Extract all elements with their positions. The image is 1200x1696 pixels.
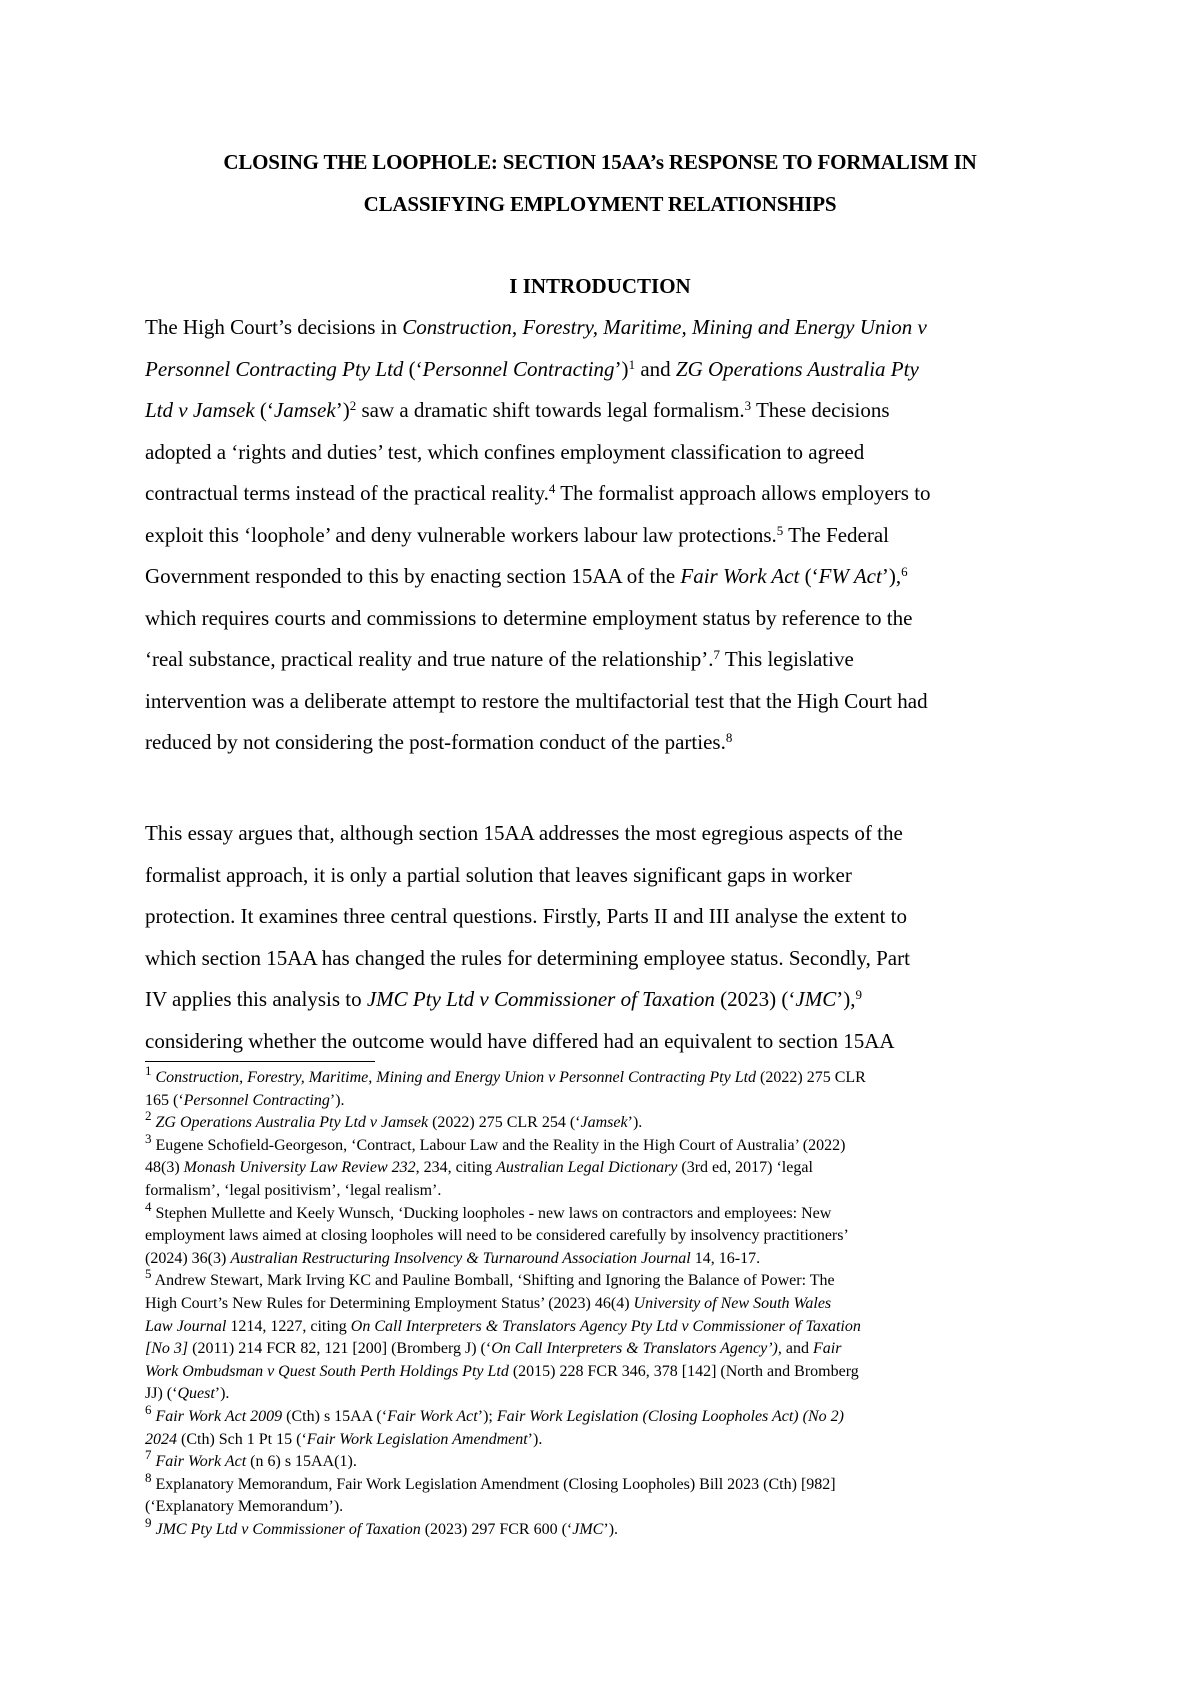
footnotes — [145, 1062, 1065, 1541]
text-run: adopted a ‘rights and duties’ test, which confines employment classification to agreed — [145, 439, 865, 464]
section-heading: I INTRODUCTION — [509, 274, 691, 298]
text-run: contractual terms instead of the practical reality. — [145, 481, 549, 505]
paragraph-line — [145, 979, 1060, 1021]
italic-text: Fair — [812, 1340, 842, 1358]
italic-text: Ltd v Jamsek — [145, 398, 255, 422]
footnote-line — [145, 1293, 1065, 1316]
text-run: ’). — [627, 1114, 643, 1132]
text-run: ’), — [836, 987, 856, 1011]
text-run: employment laws aimed at closing loopholes will need to be considered carefully by insolvency practitioners’ — [145, 1227, 849, 1245]
footnote-line — [145, 1108, 1065, 1135]
text-run: which section 15AA has changed the rules for determining employee status. Secondly, Part — [145, 945, 910, 970]
footnote-reference: 6 — [901, 563, 908, 579]
text-run: High Court’s New Rules for Determining Employment Status’ (2023) 46(4) — [145, 1294, 634, 1312]
footnote-line — [145, 1429, 1065, 1452]
footnote-line — [145, 1198, 1065, 1226]
text-run: formalism’, ‘legal positivism’, ‘legal realism’. — [145, 1181, 442, 1199]
italic-text: Construction, Forestry, Maritime, Mining and Energy Union v Personnel Contracting Pty Ltd — [155, 1069, 757, 1086]
text-run: IV applies this analysis to — [145, 987, 367, 1011]
text-run: ’) — [614, 356, 629, 381]
paragraph-line — [145, 722, 1060, 764]
footnote-5 — [145, 1266, 1065, 1406]
italic-text: Quest — [177, 1385, 215, 1403]
italic-text: Jamsek — [580, 1114, 628, 1132]
italic-text: On Call Interpreters & Translators Agency Pty Ltd v Commissioner of Taxation — [350, 1317, 861, 1335]
text-run: ’); — [477, 1407, 497, 1425]
italic-text: Work Ombudsman v Quest South Perth Holdings Pty Ltd — [145, 1362, 509, 1380]
italic-text: FW Act — [818, 564, 882, 588]
footnote-line — [145, 1446, 1065, 1474]
paragraph-line — [145, 598, 1060, 640]
footnote-3 — [145, 1130, 1065, 1203]
italic-text: Fair Work Legislation Amendment — [306, 1430, 528, 1448]
italic-text: Law Journal — [145, 1317, 227, 1335]
italic-text: JMC — [795, 987, 837, 1011]
italic-text: JMC Pty Ltd v Commissioner of Taxation — [155, 1520, 421, 1538]
italic-text: ZG Operations Australia Pty Ltd v Jamsek — [155, 1114, 429, 1132]
text-run: ’). — [603, 1520, 619, 1538]
footnote-line — [145, 1225, 1065, 1248]
text-run: (2023) 297 FCR 600 (‘ — [420, 1520, 573, 1538]
footnote-reference: 3 — [744, 397, 752, 413]
text-run: 48(3) — [145, 1159, 184, 1177]
text-run: , and — [777, 1340, 813, 1358]
paragraph-line — [145, 681, 1060, 723]
text-run: This legislative — [720, 647, 854, 671]
paper-title-line-2: CLASSIFYING EMPLOYMENT RELATIONSHIPS — [363, 192, 837, 216]
footnote-line — [145, 1180, 1065, 1203]
footnote-7 — [145, 1446, 1065, 1474]
text-run: The Federal — [783, 522, 890, 547]
text-run: ‘real substance, practical reality and true nature of the relationship’. — [145, 647, 714, 671]
paragraph-line — [145, 349, 1060, 391]
footnote-line — [145, 1266, 1065, 1293]
footnote-reference: 9 — [145, 1514, 152, 1530]
footnote-line — [145, 1401, 1065, 1429]
footnote-reference: 7 — [713, 646, 720, 662]
text-run: (‘ — [403, 356, 423, 381]
footnote-reference: 3 — [145, 1130, 152, 1146]
text-run: ’), — [881, 564, 902, 588]
italic-text: On Call Interpreters & Translators Agency’) — [491, 1340, 778, 1358]
text-run: Eugene Schofield-Georgeson, ‘Contract, Labour Law and the Reality in the High Court of Australia’ (2022) — [151, 1136, 846, 1154]
footnote-reference: 8 — [725, 729, 733, 745]
text-run: (Cth) s 15AA (‘ — [282, 1407, 388, 1425]
footnote-1 — [145, 1062, 1065, 1112]
paragraph-line — [145, 938, 1060, 980]
footnote-line — [145, 1469, 1065, 1497]
footnote-8 — [145, 1469, 1065, 1519]
text-run: The High Court’s decisions in — [145, 315, 403, 339]
text-run: The formalist approach allows employers to — [555, 481, 931, 505]
text-run: (‘ — [254, 398, 274, 422]
footnote-line — [145, 1316, 1065, 1339]
text-run: (2022) 275 CLR — [756, 1069, 866, 1086]
paragraph-line — [145, 855, 1060, 897]
footnote-reference: 1 — [628, 356, 636, 372]
text-run: , 234, citing — [415, 1159, 497, 1177]
italic-text: [No 3] — [145, 1340, 189, 1358]
paper-title-line-1: CLOSING THE LOOPHOLE: SECTION 15AA’s RESPONSE TO FORMALISM IN — [223, 150, 977, 174]
text-run: which requires courts and commissions to determine employment status by reference to the — [145, 605, 913, 630]
footnote-reference: 9 — [855, 986, 862, 1002]
footnote-line — [145, 1090, 1065, 1113]
text-run: These decisions — [751, 398, 890, 422]
footnote-line — [145, 1496, 1065, 1519]
footnote-reference: 6 — [145, 1401, 152, 1417]
text-run: 165 (‘ — [145, 1091, 184, 1109]
text-run: (2015) 228 FCR 346, 378 [142] (North and Bromberg — [508, 1362, 859, 1380]
footnote-line — [145, 1514, 1065, 1542]
italic-text: Fair Work Act — [155, 1453, 247, 1471]
text-run: considering whether the outcome would have differed had an equivalent to section 15AA — [145, 1028, 895, 1053]
text-run: reduced by not considering the post-formation conduct of the parties. — [145, 730, 726, 754]
paragraph-line — [145, 307, 1060, 349]
text-run: Government responded to this by enacting section 15AA of the — [145, 564, 681, 588]
italic-text: JMC Pty Ltd v Commissioner of Taxation — [366, 987, 715, 1011]
footnote-4 — [145, 1198, 1065, 1271]
introduction-paragraph-2 — [145, 813, 1060, 1062]
footnote-line — [145, 1361, 1065, 1384]
text-run: (2011) 214 FCR 82, 121 [200] (Bromberg J) (‘ — [188, 1340, 492, 1358]
text-run: formalist approach, it is only a partial solution that leaves significant gaps in worker — [145, 862, 852, 887]
text-run: JJ) (‘ — [145, 1385, 178, 1403]
italic-text: Fair Work Act — [680, 564, 800, 588]
italic-text: Personnel Contracting — [183, 1091, 330, 1109]
italic-text: JMC — [572, 1520, 604, 1538]
italic-text: Australian Legal Dictionary — [496, 1159, 678, 1177]
footnote-reference: 1 — [145, 1062, 152, 1078]
footnote-line — [145, 1157, 1065, 1180]
italic-text: Construction, Forestry, Maritime, Mining and Energy Union v — [402, 315, 927, 339]
paragraph-line — [145, 896, 1060, 938]
text-run: Explanatory Memorandum, Fair Work Legislation Amendment (Closing Loopholes) Bill 2023 (Cth) [982] — [151, 1475, 836, 1493]
footnote-line — [145, 1130, 1065, 1158]
text-run: exploit this ‘loophole’ and deny vulnerable workers labour law protections. — [145, 522, 777, 547]
text-run: protection. It examines three central questions. Firstly, Parts II and III analyse the extent to — [145, 904, 907, 928]
text-run: ’). — [214, 1385, 230, 1403]
italic-text: Australian Restructuring Insolvency & Turnaround Association Journal — [230, 1249, 691, 1267]
italic-text: Fair Work Act — [387, 1407, 478, 1425]
text-run: and — [635, 356, 676, 381]
footnote-separator — [145, 1061, 375, 1062]
text-run: Andrew Stewart, Mark Irving KC and Pauline Bomball, ‘Shifting and Ignoring the Balance of Power: The — [151, 1272, 835, 1290]
italic-text: Jamsek — [273, 398, 336, 422]
footnote-reference: 4 — [145, 1198, 152, 1214]
text-run: (‘ — [799, 564, 819, 588]
text-run: (2022) 275 CLR 254 (‘ — [428, 1114, 581, 1132]
text-run: ’) — [335, 398, 350, 422]
footnote-line — [145, 1248, 1065, 1271]
footnote-line — [145, 1338, 1065, 1361]
italic-text: 2024 — [145, 1430, 177, 1448]
paragraph-line — [145, 1021, 1060, 1063]
text-run: (‘Explanatory Memorandum’). — [145, 1498, 344, 1516]
footnote-reference: 7 — [145, 1446, 152, 1462]
italic-text: Fair Work Legislation (Closing Loopholes Act) (No 2) — [496, 1407, 844, 1425]
footnote-reference: 2 — [349, 397, 357, 413]
text-run: (n 6) s 15AA(1). — [246, 1453, 357, 1471]
text-run: (2024) 36(3) — [145, 1249, 231, 1267]
paragraph-line — [145, 813, 1060, 855]
text-run: (2023) (‘ — [714, 987, 796, 1011]
paragraph-line — [145, 515, 1060, 557]
text-run: Stephen Mullette and Keely Wunsch, ‘Ducking loopholes - new laws on contractors and employees: New — [151, 1204, 832, 1222]
footnote-reference: 5 — [145, 1266, 152, 1282]
footnote-reference: 8 — [145, 1469, 152, 1485]
text-run: (3rd ed, 2017) ‘legal — [677, 1159, 813, 1177]
paragraph-line — [145, 473, 1060, 515]
italic-text: Personnel Contracting Pty Ltd — [145, 356, 404, 381]
text-run: 1214, 1227, citing — [226, 1317, 351, 1335]
footnote-line — [145, 1062, 1065, 1090]
text-run: intervention was a deliberate attempt to restore the multifactorial test that the High Court had — [145, 688, 928, 713]
paragraph-line — [145, 639, 1060, 681]
text-run: ’). — [329, 1091, 345, 1109]
italic-text: Monash University Law Review 232 — [183, 1159, 416, 1177]
paper-title — [140, 141, 1060, 225]
paragraph-line — [145, 390, 1060, 432]
text-run: This essay argues that, although section 15AA addresses the most egregious aspects of the — [145, 821, 903, 845]
italic-text: University of New South Wales — [633, 1294, 832, 1312]
footnote-reference: 2 — [145, 1108, 152, 1124]
italic-text: Personnel Contracting — [422, 356, 615, 381]
italic-text: ZG Operations Australia Pty — [675, 356, 919, 381]
footnote-2 — [145, 1108, 1065, 1135]
text-run: saw a dramatic shift towards legal formalism. — [356, 398, 745, 422]
italic-text: Fair Work Act 2009 — [155, 1407, 283, 1425]
introduction-paragraph-1 — [145, 307, 1060, 764]
paragraph-line — [145, 556, 1060, 598]
paragraph-line — [145, 432, 1060, 474]
text-run: (Cth) Sch 1 Pt 15 (‘ — [177, 1430, 307, 1448]
footnote-line — [145, 1383, 1065, 1406]
text-run: 14, 16-17. — [690, 1249, 761, 1267]
footnote-reference: 4 — [548, 480, 556, 496]
footnote-9 — [145, 1514, 1065, 1542]
footnote-6 — [145, 1401, 1065, 1451]
footnote-reference: 5 — [776, 522, 784, 538]
text-run: ’). — [527, 1430, 543, 1448]
